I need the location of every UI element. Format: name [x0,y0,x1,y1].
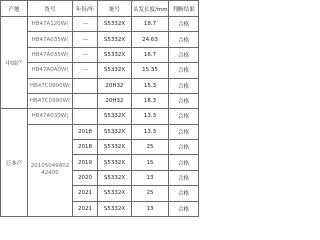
batch-cell: S5332X [98,155,132,170]
length-cell: 13 [132,170,169,185]
header-length: 头发长度/mm [132,1,169,17]
code-cell: HB47A0A0W( [28,63,73,78]
result-cell: 合格 [169,32,199,47]
batch-cell: S5332X [98,17,132,32]
batch-cell: S5332X [98,124,132,139]
length-cell: 18.7 [132,17,169,32]
year-cell [73,78,98,93]
length-cell: 25 [132,140,169,155]
result-cell: 合格 [169,140,199,155]
header-code: 货号 [28,1,73,17]
table-row [1,63,199,78]
year-cell [73,109,98,124]
length-cell: 15 [132,155,169,170]
year-cell: 一 [73,32,98,47]
result-cell: 合格 [169,124,199,139]
result-cell: 合格 [169,201,199,217]
length-cell: 13.3 [132,109,169,124]
result-cell: 合格 [169,63,199,78]
length-cell: 16.7 [132,47,169,62]
header-row [1,1,199,17]
length-cell: 15.35 [132,63,169,78]
result-cell: 合格 [169,170,199,185]
batch-cell: S5332X [98,186,132,201]
code-cell: HB47C0990W( [28,93,73,108]
result-cell: 合格 [169,17,199,32]
table-row [1,93,199,108]
header-batch: 批号 [98,1,132,17]
batch-cell: S5332X [98,32,132,47]
table-row [1,78,199,93]
year-cell [73,93,98,108]
batch-cell: S5332X [98,170,132,185]
year-cell: 2021 [73,186,98,201]
length-cell: 25 [132,186,169,201]
result-cell: 合格 [169,47,199,62]
year-cell: 2021 [73,201,98,217]
year-cell: 一 [73,17,98,32]
result-cell: 合格 [169,155,199,170]
length-cell: 13 [132,201,169,217]
length-cell: 15.3 [132,78,169,93]
year-cell: 2018 [73,140,98,155]
table-row [1,109,199,124]
merged-code-cell: 20105049402 42400 [28,124,73,216]
batch-cell: 20H32 [98,93,132,108]
batch-cell: S5332X [98,47,132,62]
table-row [1,32,199,47]
batch-cell: S5332X [98,201,132,217]
year-cell: 2018 [73,124,98,139]
year-cell: 一 [73,47,98,62]
result-cell: 合格 [169,186,199,201]
result-cell: 合格 [169,109,199,124]
table-row [1,47,199,62]
table-row [1,124,199,139]
code-cell: HB47A035W( [28,32,73,47]
code-cell: HB47A035W( [28,47,73,62]
origin-cell: 日本产 [1,109,28,217]
header-year: 年份/年 [73,1,98,17]
batch-cell: 20H32 [98,78,132,93]
header-origin: 产地 [1,1,28,17]
result-cell: 合格 [169,93,199,108]
batch-cell: S5332X [98,109,132,124]
result-cell: 合格 [169,78,199,93]
code-cell: HB47C0990W( [28,78,73,93]
year-cell: 2019 [73,155,98,170]
header-result: 判断结果 [169,1,199,17]
code-cell: HB47A120W( [28,17,73,32]
length-cell: 18.3 [132,93,169,108]
length-cell: 13.3 [132,124,169,139]
origin-cell: 中国产 [1,17,28,109]
table-row [1,17,199,32]
length-cell: 24.63 [132,32,169,47]
year-cell: 2020 [73,170,98,185]
code-cell: HB47A030W( [28,109,73,124]
batch-cell: S5332X [98,63,132,78]
year-cell: 一 [73,63,98,78]
batch-cell: S5332X [98,140,132,155]
